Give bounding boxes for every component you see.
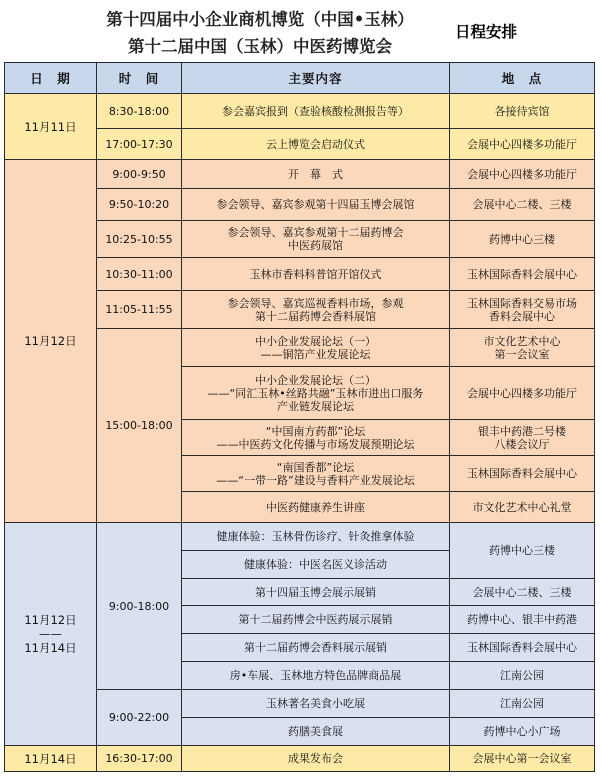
content-line: “中国南方药都”论坛	[265, 424, 366, 438]
place-line: 药博中心三楼	[489, 232, 555, 246]
place-cell	[450, 492, 595, 523]
date-cell: 11月12日	[5, 160, 97, 523]
content-line: ——铜箔产业发展论坛	[260, 347, 371, 361]
place-cell	[450, 367, 595, 420]
content-cell	[182, 329, 450, 367]
page-title-line-1: 第十四届中小企业商机博览（中国•玉林）	[106, 10, 414, 29]
content-line: ——“同汇玉林•丝路共融”玉林市进出口服务	[207, 386, 424, 400]
place-line: 药博中心三楼	[489, 544, 555, 557]
content-line: 参会领导、嘉宾参观第十二届药博会	[227, 226, 404, 239]
content-line: 健康体验：中医名医义诊活动	[244, 558, 387, 571]
place-cell	[450, 329, 595, 367]
place-cell	[450, 189, 595, 221]
time-cell: 9:50-10:20	[97, 189, 182, 221]
date-cell	[5, 523, 97, 746]
content-line: 药膳美食展	[288, 725, 343, 738]
content-cell	[182, 160, 450, 189]
time-cell: 9:00-18:00	[97, 523, 182, 690]
content-cell	[182, 551, 450, 579]
place-line: 江南公园	[500, 669, 544, 682]
content-cell	[182, 221, 450, 258]
header-content: 主要内容	[182, 63, 450, 94]
content-cell	[182, 634, 450, 662]
place-line: 玉林国际香料会展中心	[467, 467, 577, 480]
place-cell	[450, 662, 595, 690]
header-time: 时 间	[97, 63, 182, 94]
content-cell	[182, 662, 450, 690]
place-cell	[450, 523, 595, 579]
content-cell	[182, 746, 450, 772]
header-place: 地 点	[450, 63, 595, 94]
place-line: 玉林国际香料交易市场	[467, 296, 577, 310]
place-line: 市文化艺术中心礼堂	[472, 500, 572, 514]
content-line: 玉林市香料科普馆开馆仪式	[249, 267, 382, 281]
place-line: 各接待宾馆	[494, 104, 550, 118]
place-line: 会展中心二楼、三楼	[472, 198, 572, 211]
place-line: 银丰中药港二号楼	[478, 424, 566, 438]
content-line: 参会嘉宾报到（查验核酸检测报告等）	[222, 104, 409, 118]
content-line: 参会领导、嘉宾巡视香料市场，参观	[227, 296, 404, 310]
content-line: 玉林著名美食小吃展	[266, 697, 365, 710]
place-line: 会展中心四楼多功能厅	[467, 167, 577, 181]
schedule-table	[4, 62, 595, 772]
table-row	[5, 94, 595, 129]
place-cell	[450, 690, 595, 718]
place-line: 香料会展中心	[489, 309, 555, 323]
content-line: 成果发布会	[288, 752, 343, 765]
place-cell	[450, 258, 595, 291]
content-cell	[182, 690, 450, 718]
content-cell	[182, 523, 450, 551]
place-line: 江南公园	[500, 697, 544, 710]
content-line: 中医药展馆	[288, 239, 343, 252]
header-date: 日 期	[5, 63, 97, 94]
content-line: 云上博览会启动仪式	[266, 137, 365, 151]
date-cell: 11月14日	[5, 746, 97, 772]
content-cell	[182, 129, 450, 160]
content-line: 第十二届药博会中医药展示展销	[238, 613, 393, 626]
place-line: 玉林国际香料会展中心	[467, 267, 577, 281]
place-cell	[450, 579, 595, 606]
content-cell	[182, 189, 450, 221]
place-cell	[450, 420, 595, 456]
place-line: 市文化艺术中心	[483, 334, 561, 348]
place-line: 会展中心四楼多功能厅	[467, 137, 577, 151]
content-cell	[182, 492, 450, 523]
place-line: 玉林国际香料会展中心	[467, 641, 577, 654]
content-line: 中小企业发展论坛（一）	[255, 334, 376, 348]
content-cell	[182, 456, 450, 492]
time-cell: 15:00-18:00	[97, 329, 182, 523]
place-cell	[450, 718, 595, 746]
content-line: “南国香都”论坛	[276, 460, 355, 474]
content-line: 健康体验：玉林骨伤诊疗、针灸推拿体验	[216, 530, 415, 543]
time-cell: 9:00-9:50	[97, 160, 182, 189]
place-line: 会展中心二楼、三楼	[472, 585, 572, 599]
place-cell	[450, 456, 595, 492]
place-cell	[450, 291, 595, 329]
content-cell	[182, 291, 450, 329]
time-cell: 10:30-11:00	[97, 258, 182, 291]
schedule-label: 日程安排	[455, 23, 518, 41]
time-cell: 9:00-22:00	[97, 690, 182, 746]
content-cell	[182, 258, 450, 291]
content-line: 中医药健康养生讲座	[266, 500, 365, 514]
date-line: 11月14日	[24, 641, 77, 655]
time-cell: 11:05-11:55	[97, 291, 182, 329]
table-row	[5, 160, 595, 189]
place-cell	[450, 606, 595, 634]
time-cell: 16:30-17:00	[97, 746, 182, 772]
time-cell: 17:00-17:30	[97, 129, 182, 160]
place-cell	[450, 634, 595, 662]
place-line: 药博中心小广场	[483, 725, 561, 738]
content-cell	[182, 579, 450, 606]
table-header-row	[5, 63, 595, 94]
date-cell: 11月11日	[5, 94, 97, 160]
place-line: 药博中心、银丰中药港	[467, 613, 577, 626]
content-cell	[182, 420, 450, 456]
content-line: 房•车展、玉林地方特色品牌商品展	[229, 669, 402, 682]
place-line: 会展中心第一会议室	[472, 752, 572, 765]
content-line: 参会领导、嘉宾参观第十四届玉博会展馆	[216, 198, 415, 211]
content-cell	[182, 94, 450, 129]
place-line: 第一会议室	[494, 347, 550, 361]
place-line: 八楼会议厅	[494, 437, 550, 451]
page-title-line-2: 第十二届中国（玉林）中医药博览会	[128, 37, 392, 56]
table-row	[5, 523, 595, 551]
content-line: ——“一带一路”建设与香料产业发展论坛	[216, 473, 415, 487]
time-cell: 10:25-10:55	[97, 221, 182, 258]
content-cell	[182, 367, 450, 420]
date-line: 11月12日	[24, 613, 77, 627]
content-cell	[182, 718, 450, 746]
content-line: 第十二届药博会香料展馆	[255, 309, 376, 323]
title-block	[0, 0, 601, 62]
table-row	[5, 746, 595, 772]
content-line: 第十二届药博会香料展示展销	[244, 641, 387, 654]
place-cell	[450, 129, 595, 160]
content-line: 产业链发展论坛	[277, 399, 354, 413]
place-cell	[450, 94, 595, 129]
content-cell	[182, 606, 450, 634]
place-line: 会展中心四楼多功能厅	[467, 386, 577, 400]
place-cell	[450, 221, 595, 258]
content-line: 中小企业发展论坛（二）	[255, 373, 376, 387]
time-cell: 8:30-18:00	[97, 94, 182, 129]
content-line: 第十四届玉博会展示展销	[255, 585, 376, 599]
date-line: ——	[39, 627, 62, 641]
place-cell	[450, 160, 595, 189]
content-line: 开 幕 式	[288, 167, 343, 181]
place-cell	[450, 746, 595, 772]
content-line: ——中医药文化传播与市场发展预期论坛	[216, 437, 415, 451]
